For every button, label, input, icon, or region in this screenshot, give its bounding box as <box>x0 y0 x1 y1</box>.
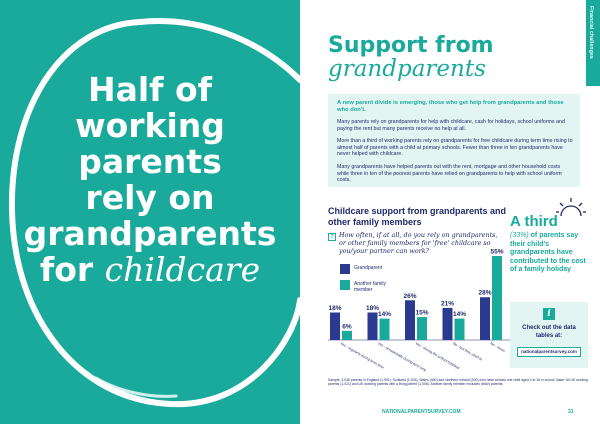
chart-heading: Childcare support from grandparents and other family members <box>328 206 507 227</box>
headline <box>0 72 300 288</box>
legend-label-family: Another family member <box>354 281 386 293</box>
page-title-script: grandparents <box>328 56 486 82</box>
data-tables-box <box>510 302 588 368</box>
bar-family-3 <box>455 319 465 340</box>
footnote: Sample: 3,046 parents in England (1,991), Scotland (1,003), Wales (460) and Northern Ireland (300) who have at least one child aged 4 to 18 in school. Base: All UK working parents (1,021) and UK working parents with a living parent (1,006). Another family member excludes child's parents. <box>328 378 588 387</box>
intro-lead: A new parent divide is emerging, those who get help from grandparents and those who don't. <box>337 100 564 113</box>
data-tables-text: Check out the data tables at: <box>522 325 576 339</box>
callout-text: of parents say their child's grandparents have contributed to the cost of a family holiday <box>510 232 586 274</box>
headline-script-word: childcare <box>104 250 261 289</box>
sun-icon <box>556 196 586 220</box>
category-label-2: Yes - during the school holidays <box>414 341 461 371</box>
intro-paragraph-1: Many parents rely on grandparents for help with childcare, cash for holidays, school uniforms and paying the rent but many parents receive no help at all. <box>337 119 565 132</box>
section-tab-label: Financial challenges <box>588 6 594 59</box>
bar-label-family-1: 14% <box>377 311 392 319</box>
intro-paragraph-3: Many grandparents have helped parents out with the rent, mortgage and other household costs while three in ten of the poorest parents have relied on grandparents to help with school uniform costs. <box>337 164 562 184</box>
bar-label-family-2: 15% <box>415 309 429 317</box>
bar-label-family-4: 55% <box>490 248 504 256</box>
headline-line-1: Half of <box>87 70 213 109</box>
bar-family-1 <box>380 319 390 340</box>
bar-grandparent-1 <box>368 313 378 340</box>
headline-line-6 <box>0 252 300 288</box>
data-tables-link[interactable]: nationalparentsurvey.com <box>517 347 581 357</box>
survey-question: How often, if at all, do you rely on grandparents, or other family members for 'free' childcare so you/your partner can work? <box>339 231 498 255</box>
callout-body <box>510 232 588 275</box>
bar-grandparent-4 <box>480 297 490 340</box>
bar-label-grandparent-3: 21% <box>440 300 455 308</box>
headline-prefix: for <box>39 250 105 289</box>
category-label-3: No - but they used to <box>452 341 483 362</box>
bar-family-4 <box>492 256 502 340</box>
headline-line-4: rely on <box>85 178 215 217</box>
page-number: 31 <box>568 409 574 415</box>
bar-label-family-3: 14% <box>452 311 467 319</box>
bar-label-grandparent-2: 26% <box>403 292 417 300</box>
bar-label-family-0: 6% <box>342 323 352 331</box>
right-page <box>300 0 600 424</box>
category-label-0: Yes - regularly during term time <box>339 341 385 370</box>
headline-line-2: working <box>75 106 225 145</box>
headline-line-3: parents <box>78 142 222 181</box>
legend-label-grandparent: Grandparent <box>354 265 383 271</box>
question-icon: ? <box>328 233 336 241</box>
bar-grandparent-0 <box>330 313 340 340</box>
bar-grandparent-2 <box>405 300 415 340</box>
callout-title: A third <box>510 213 558 230</box>
info-icon: i <box>543 308 555 320</box>
bar-label-grandparent-0: 18% <box>328 305 342 313</box>
bar-label-grandparent-1: 18% <box>365 305 380 313</box>
callout-percent: (33%) <box>510 232 529 239</box>
category-label-1: Yes - occasionally during term time <box>377 341 428 373</box>
page-title: Support from <box>328 33 494 58</box>
intro-paragraph-2: More than a third of working parents rely on grandparents for free childcare during term time rising to almost half of parents with a child at primary schools. Fewer than three in ten grandparents have never helped with childcare. <box>337 138 573 158</box>
category-label-4: No - never <box>489 341 507 354</box>
headline-line-5: grandparents <box>23 214 277 253</box>
bar-family-2 <box>417 317 427 340</box>
footer-site[interactable]: NATIONALPARENTSURVEY.COM <box>382 409 461 415</box>
bar-family-0 <box>342 331 352 340</box>
bar-grandparent-3 <box>443 308 453 340</box>
bar-label-grandparent-4: 28% <box>478 289 492 297</box>
